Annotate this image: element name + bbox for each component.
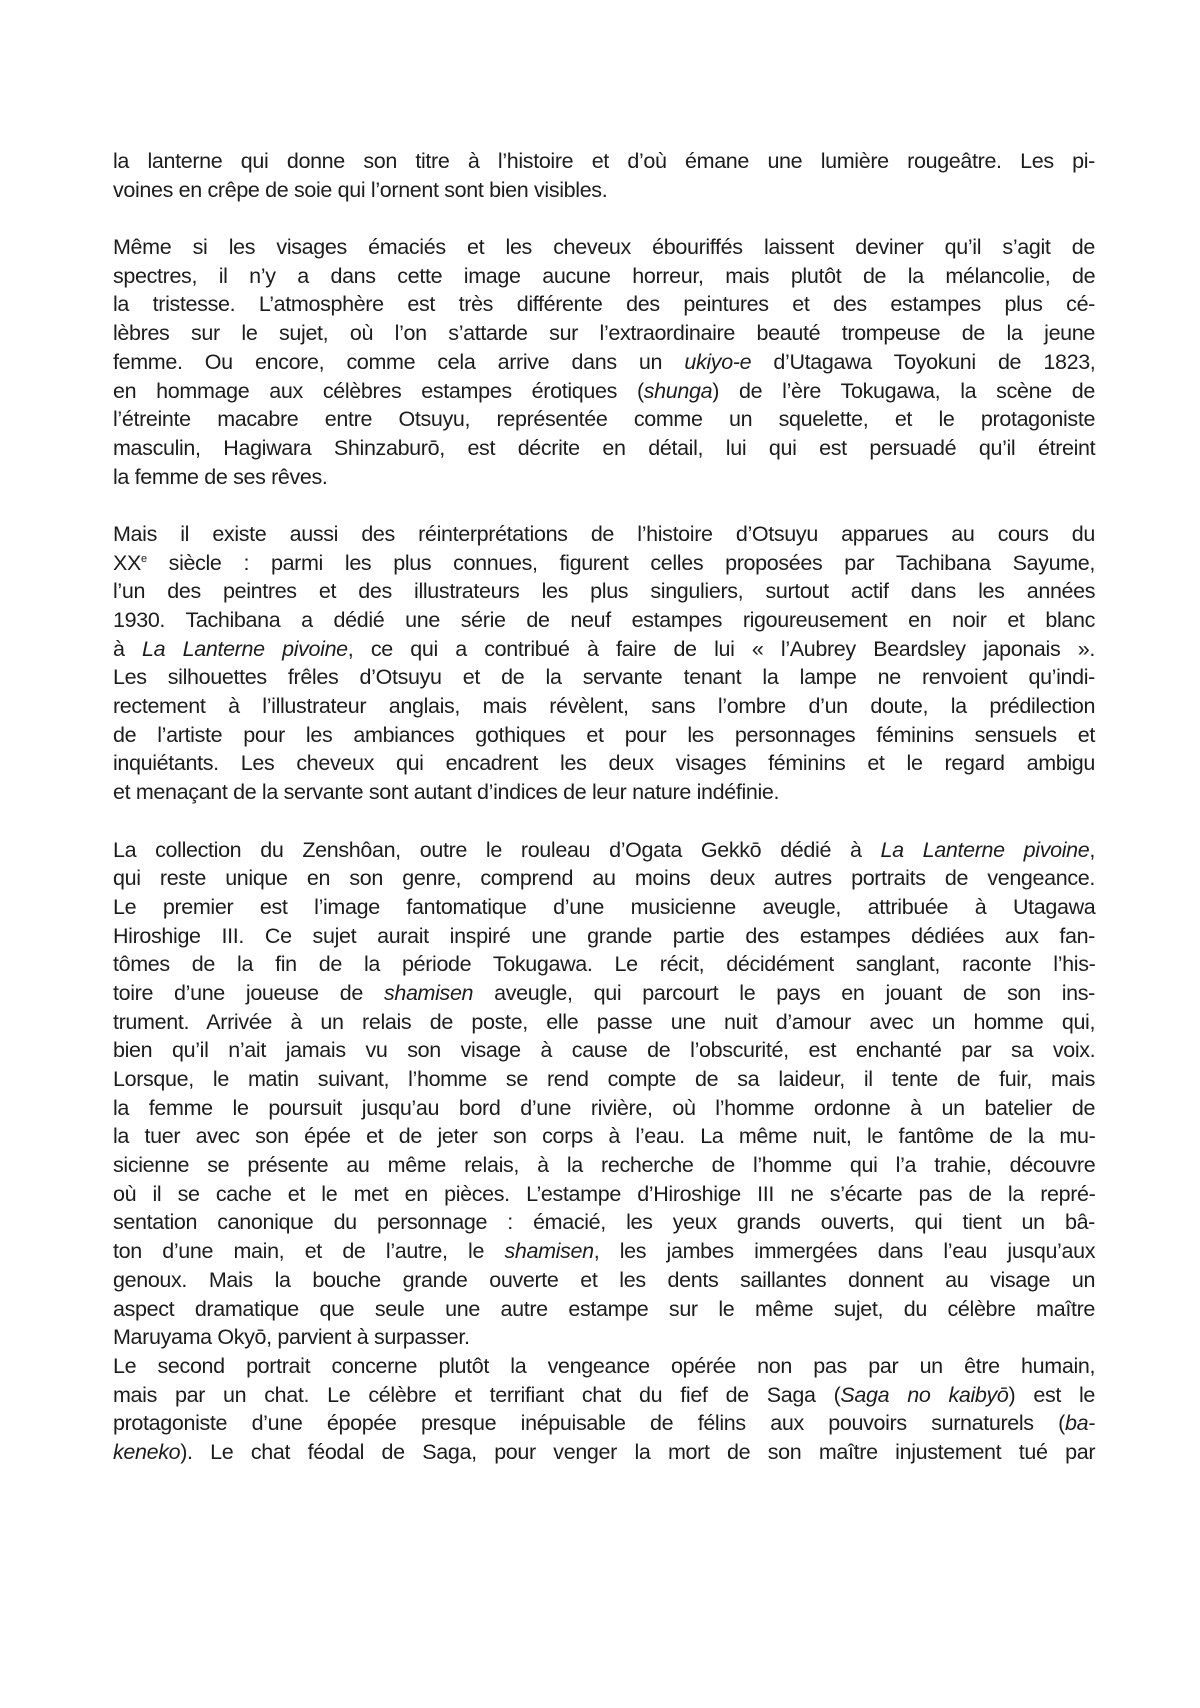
text-line [113,836,1095,865]
text-line [113,463,1095,492]
text-segment: Le premier est l’image fantomatique d’une musicienne aveugle, attribuée à Utagawa [113,894,1096,919]
italic-term: ukiyo-e [684,349,752,374]
italic-term: keneko [113,1439,181,1464]
text-line [113,922,1095,951]
text-line [113,1295,1095,1324]
text-segment: La collection du Zenshôan, outre le rouleau d’Ogata Gekkō dédié à [113,837,881,862]
text-line [113,1266,1095,1295]
text-line [113,1438,1095,1467]
italic-term: shamisen [383,980,474,1005]
text-segment: la femme le poursuit jusqu’au bord d’une rivière, où l’homme ordonne à un batelier de [113,1095,1096,1120]
text-segment: la femme de ses rêves. [113,464,328,489]
text-segment: aspect dramatique que seule une autre estampe sur le même sujet, du célèbre maître [113,1296,1095,1321]
text-line [113,635,1095,664]
text-segment: ) est le [1008,1382,1096,1407]
text-segment: et menaçant de la servante sont autant d’indices de leur nature indéfinie. [113,780,780,805]
text-line [113,692,1095,721]
text-segment: protagoniste d’une épopée presque inépuisable de félins aux pouvoirs surnaturels ( [113,1411,1065,1436]
text-line [113,290,1095,319]
text-line [113,319,1095,348]
text-segment: sentation canonique du personnage : émacié, les yeux grands ouverts, qui tient un bâ- [113,1210,1095,1235]
text-segment: 1930. Tachibana a dédié une série de neuf estampes rigoureusement en noir et blanc [113,608,1095,632]
paragraph-p5 [113,1352,1095,1467]
italic-term: ba- [1064,1411,1095,1436]
text-line [113,979,1095,1008]
document-page [113,147,1095,1467]
text-line [113,1151,1095,1180]
text-segment: l’étreinte macabre entre Otsuyu, représentée comme un squelette, et le protagoniste [113,407,1096,432]
text-line [113,348,1095,377]
italic-term: shamisen [504,1239,594,1264]
text-line [113,721,1095,750]
text-segment: toire d’une joueuse de [113,980,384,1005]
text-line [113,377,1095,406]
text-segment: Même si les visages émaciés et les cheveux ébouriffés laissent deviner qu’il s’agit de [113,235,1095,260]
text-line [113,1094,1095,1123]
text-line [113,1323,1095,1352]
text-segment: femme. Ou encore, comme cela arrive dans un [113,349,685,374]
paragraph-p4 [113,836,1095,1352]
text-line [113,1008,1095,1037]
text-segment: qui reste unique en son genre, comprend au moins deux autres portraits de vengeance. [113,866,1095,891]
text-segment: ) de l’ère Tokugawa, la scène de [712,378,1095,403]
text-line [113,606,1095,635]
italic-term: shunga [643,378,713,403]
text-line [113,577,1095,606]
text-line [113,1180,1095,1209]
text-line [113,1065,1095,1094]
text-line [113,262,1095,291]
text-line [113,434,1095,463]
superscript: e [140,552,147,565]
text-segment: la tristesse. L’atmosphère est très différente des peintures et des estampes plus cé- [113,292,1095,317]
text-segment: la lanterne qui donne son titre à l’histoire et d’où émane une lumière rougeâtre. Les pi- [113,149,1095,173]
text-line [113,405,1095,434]
text-segment: siècle : parmi les plus connues, figurent celles proposées par Tachibana Sayume, [146,550,1095,575]
text-segment: Le second portrait concerne plutôt la vengeance opérée non pas par un être humain, [113,1353,1096,1378]
text-segment: lèbres sur le sujet, où l’on s’attarde sur l’extraordinaire beauté trompeuse de la jeune [113,321,1095,346]
text-segment: bien qu’il n’ait jamais vu son visage à cause de l’obscurité, est enchanté par sa voix. [113,1038,1096,1063]
text-line [113,950,1095,979]
text-segment: d’Utagawa Toyokuni de 1823, [751,349,1096,374]
text-segment: sicienne se présente au même relais, à la recherche de l’homme qui l’a trahie, découvre [113,1153,1096,1178]
text-segment: Lorsque, le matin suivant, l’homme se rend compte de sa laideur, il tente de fuir, mais [113,1067,1095,1091]
text-segment: trument. Arrivée à un relais de poste, elle passe une nuit d’amour avec un homme qui, [113,1009,1096,1034]
text-line [113,549,1095,578]
text-line [113,147,1095,176]
text-segment: XX [113,550,141,575]
text-segment: rectement à l’illustrateur anglais, mais révèlent, sans l’ombre d’un doute, la prédilection [113,694,1096,719]
text-segment: l’un des peintres et des illustrateurs les plus singuliers, surtout actif dans les années [113,579,1096,604]
text-segment: masculin, Hagiwara Shinzaburō, est décrite en détail, lui qui est persuadé qu’il étreint [113,435,1096,460]
paragraph-p1 [113,147,1095,204]
text-segment: mais par un chat. Le célèbre et terrifiant chat du fief de Saga ( [113,1382,841,1407]
text-segment: voines en crêpe de soie qui l’ornent sont bien visibles. [113,177,608,202]
text-line [113,864,1095,893]
text-line [113,1352,1095,1381]
text-segment: tômes de la fin de la période Tokugawa. Le récit, décidément sanglant, raconte l’his- [113,952,1096,977]
text-line [113,1122,1095,1151]
text-segment: de l’artiste pour les ambiances gothiques et pour les personnages féminins sensuels et [113,722,1095,747]
text-segment: en hommage aux célèbres estampes érotiques ( [113,378,644,403]
text-segment: Les silhouettes frêles d’Otsuyu et de la servante tenant la lampe ne renvoient qu’indi- [113,665,1095,690]
italic-term: Saga no kaibyō [840,1382,1009,1407]
text-segment: où il se cache et le met en pièces. L’estampe d’Hiroshige III ne s’écarte pas de la repré- [113,1181,1096,1206]
text-segment: à [113,636,143,661]
text-line [113,778,1095,807]
text-line [113,749,1095,778]
italic-term: La Lanterne pivoine [142,636,348,661]
text-line [113,176,1095,205]
text-line [113,663,1095,692]
italic-term: La Lanterne pivoine [880,837,1090,862]
text-segment: Hiroshige III. Ce sujet aurait inspiré une grande partie des estampes dédiées aux fan- [113,923,1095,948]
text-segment: , [1089,837,1095,862]
text-segment: aveugle, qui parcourt le pays en jouant de son ins- [473,980,1095,1005]
text-line [113,893,1095,922]
text-segment: Mais il existe aussi des réinterprétations de l’histoire d’Otsuyu apparues au cours du [113,521,1095,546]
paragraph-p3 [113,520,1095,807]
paragraph-p2 [113,233,1095,491]
text-line [113,520,1095,549]
text-line [113,1409,1095,1438]
text-segment: ton d’une main, et de l’autre, le [113,1239,505,1264]
text-segment: inquiétants. Les cheveux qui encadrent les deux visages féminins et le regard ambigu [113,751,1095,776]
text-segment: ). Le chat féodal de Saga, pour venger la mort de son maître injustement tué par [180,1439,1096,1464]
text-segment: Maruyama Okyō, parvient à surpasser. [113,1325,470,1350]
text-segment: , les jambes immergées dans l’eau jusqu’aux [593,1239,1096,1264]
text-line [113,233,1095,262]
text-line [113,1237,1095,1266]
text-line [113,1208,1095,1237]
text-line [113,1036,1095,1065]
text-segment: la tuer avec son épée et de jeter son corps à l’eau. La même nuit, le fantôme de la mu- [113,1124,1096,1149]
text-line [113,1381,1095,1410]
text-segment: spectres, il n’y a dans cette image aucune horreur, mais plutôt de la mélancolie, de [113,263,1096,288]
text-segment: genoux. Mais la bouche grande ouverte et les dents saillantes donnent au visage un [113,1267,1096,1292]
text-segment: , ce qui a contribué à faire de lui « l’Aubrey Beardsley japonais ». [347,636,1095,661]
